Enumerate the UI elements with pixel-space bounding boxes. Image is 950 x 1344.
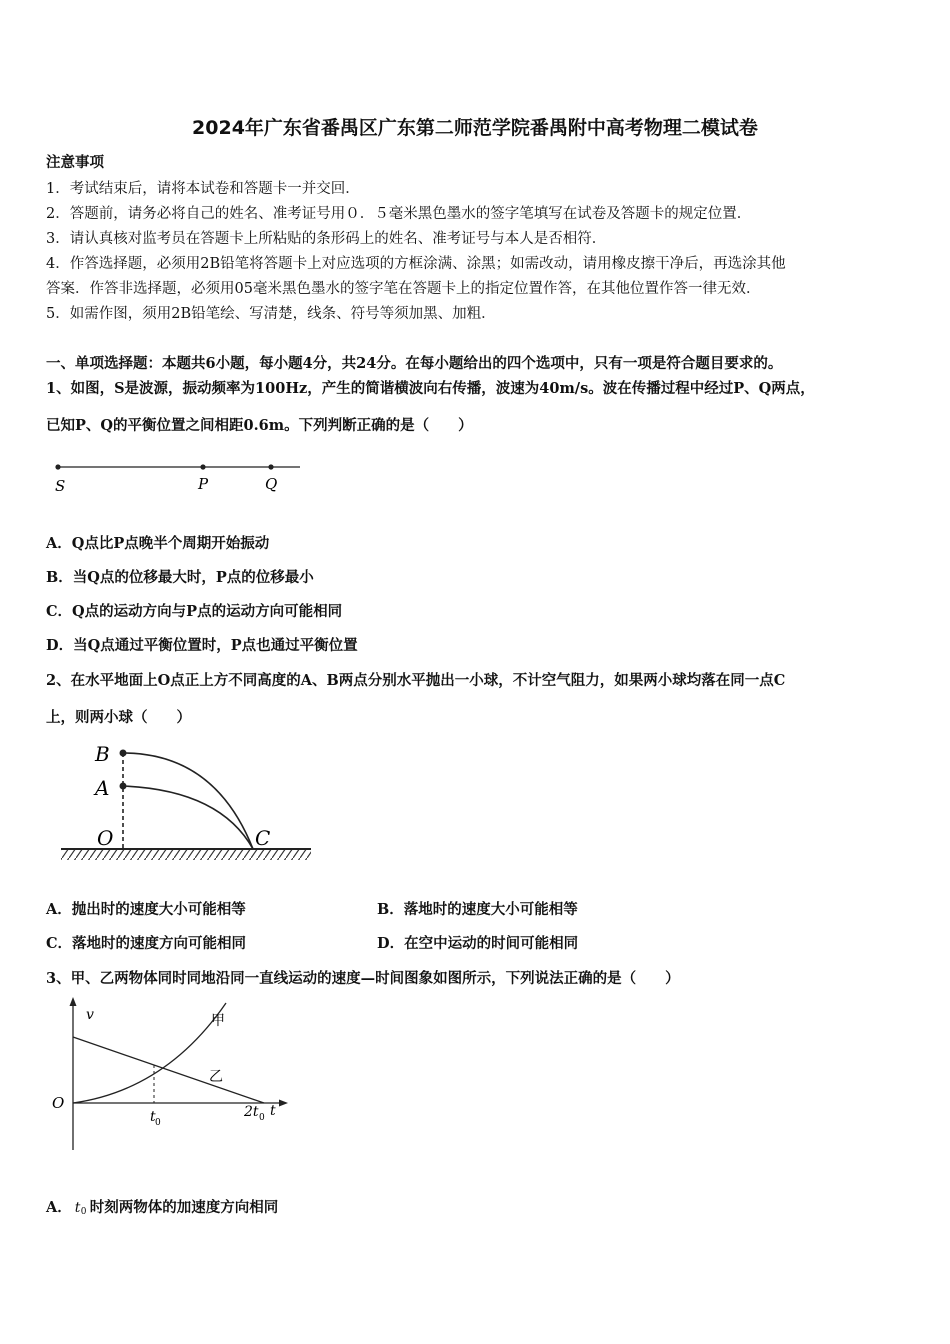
point-p (200, 464, 205, 469)
q3-option-a (46, 1196, 278, 1217)
q1-stem-line1: 1、如图，S是波源，振动频率为100Hz，产生的简谐横波向右传播，波速为40m/s。波在传播过程中经过P、Q两点， (46, 380, 815, 397)
label-b: B (95, 742, 110, 766)
q2-stem-line2: 上，则两小球（ ） (46, 709, 191, 726)
line-yi (73, 1037, 264, 1103)
label-v: v (86, 1007, 94, 1023)
notice-item: 5．如需作图，须用2B铅笔绘、写清楚，线条、符号等须加黑、加粗． (46, 306, 496, 322)
label-t0: t (150, 1109, 156, 1125)
q3-option-a-prefix: A． (46, 1199, 72, 1216)
q2-option-d: D．在空中运动的时间可能相同 (377, 935, 579, 952)
label-a: A (95, 776, 110, 800)
label-q: Q (265, 475, 278, 493)
section-heading: 一、单项选择题：本题共6小题，每小题4分，共24分。在每小题给出的四个选项中，只有一项是符合题目要求的。 (46, 355, 783, 372)
notice-item: 2．答题前，请务必将自己的姓名、准考证号用０．５毫米黑色墨水的签字笔填写在试卷及答题卡的规定位置． (46, 206, 752, 222)
label-c: C (255, 826, 271, 850)
q2-option-c: C．落地时的速度方向可能相同 (46, 935, 247, 952)
q3-option-a-text: 时刻两物体的加速度方向相同 (89, 1199, 279, 1216)
label-jia: 甲 (211, 1013, 225, 1029)
q1-option-d: D．当Q点通过平衡位置时，P点也通过平衡位置 (46, 637, 358, 654)
q2-option-b: B．落地时的速度大小可能相等 (377, 901, 578, 918)
notice-heading: 注意事项 (46, 154, 104, 171)
q1-wave-figure (46, 455, 306, 500)
notice-item: 3．请认真核对监考员在答题卡上所粘贴的条形码上的姓名、准考证号与本人是否相符． (46, 231, 607, 247)
q1-stem-line2: 已知P、Q的平衡位置之间相距0.6m。下列判断正确的是（ ） (46, 417, 473, 434)
label-t0-sub: 0 (155, 1118, 161, 1128)
point-s (55, 464, 60, 469)
q3-stem: 3、甲、乙两物体同时同地沿同一直线运动的速度—时间图象如图所示，下列说法正确的是（ ） (46, 970, 680, 987)
label-2t0: 2t (244, 1104, 259, 1120)
t0-subscript: 0 (80, 1207, 87, 1217)
q3-vt-graph (46, 995, 296, 1155)
label-o: O (97, 826, 114, 850)
point-q (268, 464, 273, 469)
t0-symbol: t (74, 1200, 81, 1216)
q2-stem-line1: 2、在水平地面上O点正上方不同高度的A、B两点分别水平抛出一小球，不计空气阻力，如果两小球均落在同一点C (46, 672, 786, 689)
curve-jia (73, 1003, 226, 1103)
q1-option-c: C．Q点的运动方向与P点的运动方向可能相同 (46, 603, 343, 620)
notice-item: 1．考试结束后，请将本试卷和答题卡一并交回． (46, 181, 360, 197)
trajectory-a (123, 786, 253, 849)
q1-option-b: B．当Q点的位移最大时，P点的位移最小 (46, 569, 314, 586)
q2-projectile-figure (55, 738, 320, 868)
notice-item: 4．作答选择题，必须用2B铅笔将答题卡上对应选项的方框涂满、涂黑；如需改动，请用橡皮擦干净后，再选涂其他 (46, 256, 786, 272)
label-yi: 乙 (209, 1069, 223, 1085)
label-origin: O (52, 1094, 65, 1112)
v-axis-arrow (70, 997, 77, 1006)
label-s: S (55, 477, 66, 495)
t-axis-arrow (279, 1100, 288, 1107)
trajectory-b (123, 753, 253, 849)
label-t: t (270, 1103, 276, 1119)
notice-item: 答案．作答非选择题，必须用05毫米黑色墨水的签字笔在答题卡上的指定位置作答，在其他位置作答一律无效． (46, 281, 761, 297)
ground-hatch (61, 850, 311, 860)
q1-option-a: A．Q点比P点晚半个周期开始振动 (46, 535, 270, 552)
label-p: P (198, 475, 209, 493)
q2-option-a: A．抛出时的速度大小可能相等 (46, 901, 246, 918)
exam-title: 2024年广东省番禺区广东第二师范学院番禺附中高考物理二模试卷 (192, 117, 758, 139)
label-2t0-sub: 0 (259, 1113, 265, 1123)
